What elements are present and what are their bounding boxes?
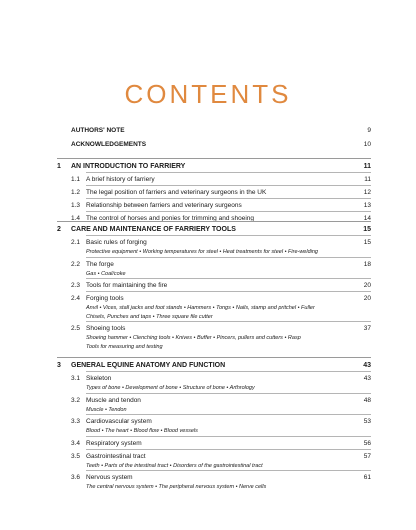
section-number: 3.2 <box>71 396 81 404</box>
divider <box>86 172 371 173</box>
section-subtopics: Anvil • Vices, stall jacks and foot stands • Hammers • Tongs • Nails, stamp and pritchel • Fuller <box>86 305 315 311</box>
section-title: Tools for maintaining the fire <box>86 282 168 289</box>
divider <box>57 221 371 222</box>
divider <box>86 470 371 471</box>
divider <box>86 278 371 279</box>
section-title: Relationship between farriers and veterinary surgeons <box>86 202 242 209</box>
section-title: Forging tools <box>86 295 124 302</box>
section-subtopics: Shoeing hammer • Clenching tools • Knives • Buffer • Pincers, pullers and cutters • Rasp <box>86 335 301 341</box>
chapter-title: GENERAL EQUINE ANATOMY AND FUNCTION <box>71 362 226 369</box>
page-number: 9 <box>367 127 371 134</box>
section-number: 1.1 <box>71 176 81 183</box>
divider <box>86 436 371 437</box>
divider <box>57 158 371 159</box>
section-title: Respiratory system <box>86 439 142 447</box>
page-number: 13 <box>363 202 371 209</box>
front-matter-title: ACKNOWLEDGEMENTS <box>71 140 147 148</box>
page-number: 14 <box>363 215 371 222</box>
section-subtopics: Types of bone • Development of bone • Structure of bone • Arthrology <box>86 385 255 391</box>
divider <box>86 393 371 394</box>
section-title: The control of horses and ponies for trimming and shoeing <box>86 215 255 222</box>
page-number: 20 <box>363 295 371 302</box>
section-subtopics: Protective equipment • Working temperatures for steel • Heat treatments for steel • Fire-welding <box>86 249 318 255</box>
section-number: 1.2 <box>71 189 81 196</box>
section-subtopics: The central nervous system • The peripheral nervous system • Nerve cells <box>86 484 267 490</box>
divider <box>86 321 371 322</box>
section-title: Basic rules of forging <box>86 239 147 246</box>
page-number: 20 <box>363 282 371 289</box>
page-number: 53 <box>363 418 371 425</box>
chapter-number: 3 <box>57 362 61 369</box>
section-title: Gastrointestinal tract <box>86 452 146 460</box>
section-title: Cardiovascular system <box>86 418 152 425</box>
page-number: 48 <box>363 396 371 404</box>
section-number: 3.3 <box>71 418 81 425</box>
section-subtopics: Blood • The heart • Blood flow • Blood vessels <box>86 428 198 434</box>
page-number: 10 <box>363 140 371 148</box>
front-matter-title: AUTHORS' NOTE <box>71 127 125 134</box>
section-number: 2.1 <box>71 239 81 246</box>
section-subtopics: Chisels, Punches and taps • Three square file cutter <box>86 313 213 320</box>
section-title: A brief history of farriery <box>86 176 155 183</box>
section-number: 3.4 <box>71 439 81 447</box>
page-number: 37 <box>363 325 371 332</box>
section-subtopics: Gas • Coal/coke <box>86 270 126 277</box>
section-title: Nervous system <box>86 474 133 481</box>
divider <box>86 257 371 258</box>
section-subtopics: Teeth • Parts of the intestinal tract • Disorders of the gastrointestinal tract <box>86 462 263 469</box>
chapter-number: 1 <box>57 163 61 170</box>
page-number: 18 <box>363 260 371 268</box>
divider <box>86 291 371 292</box>
section-title: The legal position of farriers and veterinary surgeons in the UK <box>86 189 267 196</box>
section-number: 1.3 <box>71 202 81 209</box>
section-number: 2.4 <box>71 295 81 302</box>
chapter-title: CARE AND MAINTENANCE OF FARRIERY TOOLS <box>71 226 236 233</box>
divider <box>86 198 371 199</box>
divider <box>57 357 371 358</box>
section-number: 2.2 <box>71 260 81 268</box>
page-number: 56 <box>363 439 371 447</box>
page-number: 43 <box>363 362 371 369</box>
page-number: 15 <box>363 226 371 233</box>
divider <box>86 449 371 450</box>
divider <box>86 371 371 372</box>
section-number: 2.5 <box>71 325 81 332</box>
page-number: 11 <box>364 176 371 183</box>
section-number: 2.3 <box>71 282 81 289</box>
page-number: 15 <box>363 239 371 246</box>
section-title: The forge <box>86 260 114 268</box>
section-number: 3.1 <box>71 375 81 382</box>
section-subtopics: Muscle • Tendon <box>86 406 127 413</box>
page-number: 11 <box>363 163 371 170</box>
chapter-title: AN INTRODUCTION TO FARRIERY <box>71 163 186 170</box>
divider <box>86 185 371 186</box>
divider <box>86 235 371 236</box>
section-title: Skeleton <box>86 375 112 382</box>
divider <box>86 414 371 415</box>
section-number: 1.4 <box>71 215 81 222</box>
section-subtopics: Tools for measuring and testing <box>86 343 163 350</box>
page-number: 12 <box>363 189 371 196</box>
section-number: 3.5 <box>71 452 81 460</box>
divider <box>86 211 371 212</box>
section-number: 3.6 <box>71 474 81 481</box>
page-number: 57 <box>363 452 371 460</box>
section-title: Shoeing tools <box>86 325 126 332</box>
section-title: Muscle and tendon <box>86 396 141 404</box>
page-title: CONTENTS <box>124 79 292 110</box>
chapter-number: 2 <box>57 226 61 233</box>
page-number: 61 <box>363 474 371 481</box>
page-number: 43 <box>363 375 371 382</box>
